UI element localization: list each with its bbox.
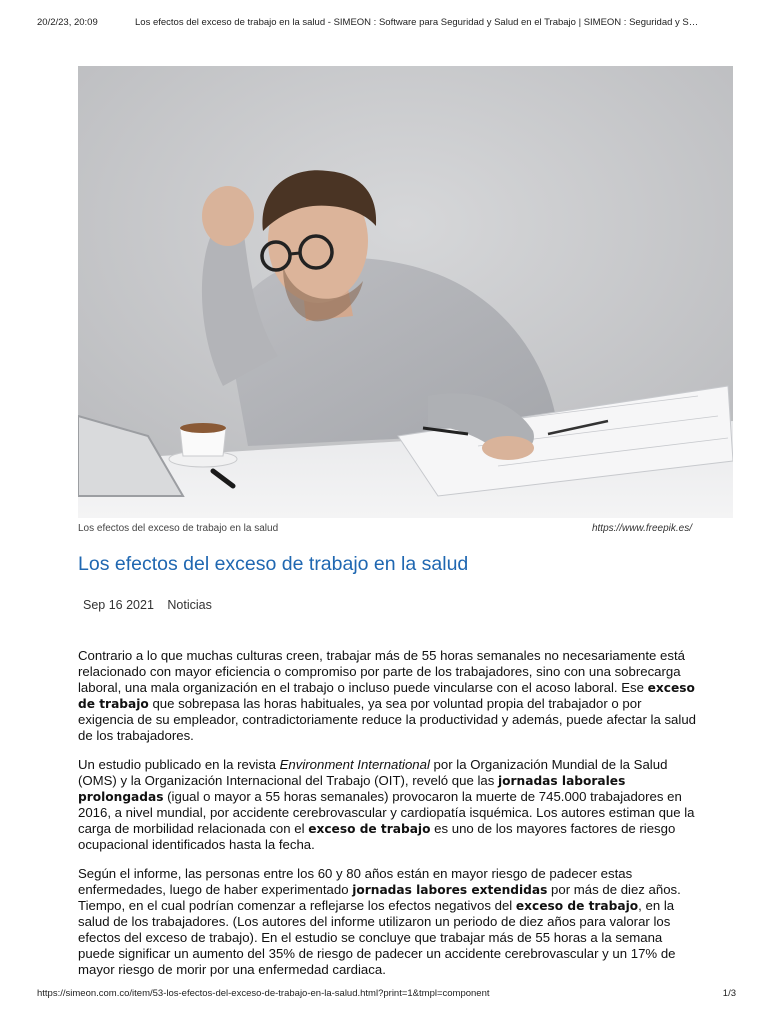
print-page-title: Los efectos del exceso de trabajo en la salud - SIMEON : Software para Seguridad y Salud en el Trabajo | SIMEON : Seguridad y S… xyxy=(135,17,699,28)
image-credit-link[interactable]: https://www.freepik.es/ xyxy=(591,523,692,534)
print-page-number: 1/3 xyxy=(722,988,736,999)
article-paragraph-2: Un estudio publicado en la revista Environment International por la Organización Mundial de la Salud (OMS) y la Organización Internacional del Trabajo (OIT), reveló que las jornadas laborales prolongadas (igual o mayor a 55 horas semanales) provocaron la muerte de 745.000 trabajadores en 2016, a nivel mundial, por accidente cerebrovascular y cardiopatía isquémica. Los autores estiman que la carga de morbilidad relacionada con el exceso de trabajo es uno de los mayores factores de riesgo ocupacional identificados hasta la fecha. xyxy=(78,757,695,852)
print-footer xyxy=(37,988,736,1002)
print-url: https://simeon.com.co/item/53-los-efectos-del-exceso-de-trabajo-en-la-salud.html?print=1&tmpl=component xyxy=(37,988,490,999)
article-hero-image xyxy=(78,66,733,518)
article-title: Los efectos del exceso de trabajo en la salud xyxy=(78,553,469,575)
article-paragraph-1: Contrario a lo que muchas culturas creen, trabajar más de 55 horas semanales no necesariamente está relacionado con mayor eficiencia o compromiso por parte de los trabajadores, sino con una sobrecarga laboral, una mala organización en el trabajo o incluso puede vincularse con el acoso laboral. Ese exceso de trabajo que sobrepasa las horas habituales, ya sea por voluntad propia del trabajador o por exigencia de su empleador, contradictoriamente reduce la productividad y además, puede afectar la salud de los trabajadores. xyxy=(78,648,696,743)
article-paragraph-3: Según el informe, las personas entre los 60 y 80 años están en mayor riesgo de padecer estas enfermedades, luego de haber experimentado jornadas labores extendidas por más de diez años. Tiempo, en el cual podrían comenzar a reflejarse los efectos negativos del exceso de trabajo, en la salud de los trabajadores. (Los autores del informe utilizaron un periodo de diez años para valorar los efectos del exceso de trabajo). En el estudio se concluye que trabajar más de 55 horas a la semana puede significar un aumento del 35% de riesgo de padecer un accidente cerebrovascular y un 17% de mayor riesgo de morir por una enfermedad cardiaca. xyxy=(78,866,681,977)
image-caption: Los efectos del exceso de trabajo en la salud xyxy=(78,523,279,534)
print-header xyxy=(37,17,738,31)
article-meta xyxy=(83,598,222,612)
tired-worker-photo xyxy=(78,66,733,518)
article-body xyxy=(78,648,696,991)
print-datetime: 20/2/23, 20:09 xyxy=(37,17,98,28)
image-caption-row xyxy=(78,523,692,537)
article-date: Sep 16 2021 xyxy=(83,598,154,612)
article-category-link[interactable]: Noticias xyxy=(167,598,212,612)
